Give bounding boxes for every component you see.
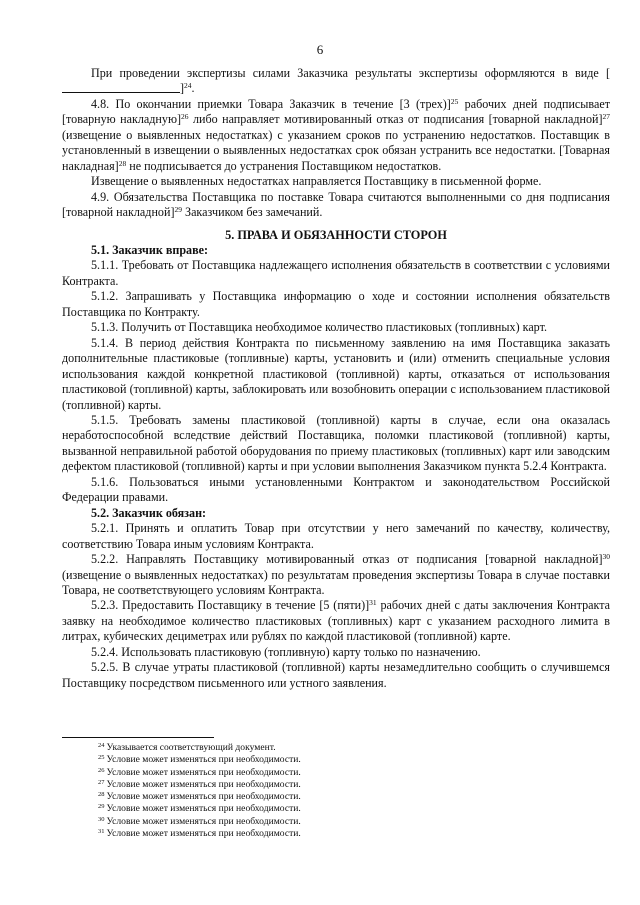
footnote-number: 24 bbox=[98, 742, 105, 749]
paragraph-4-8 bbox=[62, 97, 610, 174]
footnote bbox=[98, 754, 498, 766]
footnote-text: Указывается соответствующий документ. bbox=[106, 742, 276, 753]
paragraph-text: не подписывается до устранения Поставщиком недостатков. bbox=[126, 158, 442, 173]
paragraph-5-2-3 bbox=[62, 598, 610, 644]
paragraph-5-1-5: 5.1.5. Требовать замены пластиковой (топливной) карты в случае, если она оказалась неработоспособной вследствие действий Поставщика, поломки пластиковой (топливной) карты, вызванной неправильной работой оборудования по приему пластиковых (топливных) карт или заводским дефектом пластиковой (топливной) карты и при условии выполнения Заказчиком пункта 5.2.4 Контракта. bbox=[62, 412, 610, 474]
paragraph-text: рабочих дней с даты заключения Контракта заявку на необходимое количество пластиковых (топливных) карт с указанием расходного лимита в литрах, кубических дециметрах или рублях по каждой пластиковой (топливной) карте. bbox=[62, 598, 610, 644]
footnote-number: 26 bbox=[98, 766, 105, 774]
paragraph-5-1-3: 5.1.3. Получить от Поставщика необходимое количество пластиковых (топливных) карт. bbox=[91, 320, 547, 335]
page-number: 6 bbox=[316, 42, 324, 57]
bracket-close: ] bbox=[180, 81, 185, 96]
footnote-ref: 30 bbox=[602, 552, 610, 562]
footnote-number: 29 bbox=[98, 803, 105, 811]
document-body bbox=[62, 66, 610, 691]
paragraph-text: 4.9. Обязательства Поставщика по поставке Товара считаются выполненными со дня подписания [товарной накладной] bbox=[62, 189, 610, 220]
paragraph-text: При проведении экспертизы силами Заказчика результаты экспертизы оформляются в виде bbox=[91, 66, 599, 80]
paragraph-5-2-4: 5.2.4. Использовать пластиковую (топливную) карту только по назначению. bbox=[91, 644, 481, 659]
footnote-text: Условие может изменяться при необходимости. bbox=[106, 828, 301, 840]
paragraph-text: 4.8. По окончании приемки Товара Заказчик в течение [3 (трех)] bbox=[91, 96, 451, 111]
paragraph-5-1-4: 5.1.4. В период действия Контракта по письменному заявлению на имя Поставщика заказать дополнительные пластиковые (топливные) карты, установить и (или) отменить специальные условия использования каждой конкретной пластиковой (топливной) карты, отказаться от использования пластиковой (топливной) карты, заблокировать или возобновить операции с использованием пластиковой (топливной) карты. bbox=[62, 335, 610, 412]
footnote bbox=[98, 767, 498, 779]
paragraph-5-1-2: 5.1.2. Запрашивать у Поставщика информацию о ходе и состоянии исполнения обязательств Поставщика по Контракту. bbox=[62, 289, 610, 319]
footnote-ref: 25 bbox=[450, 96, 459, 106]
section-5-heading: 5. ПРАВА И ОБЯЗАННОСТИ СТОРОН bbox=[225, 227, 447, 242]
footnote-text: Условие может изменяться при необходимости. bbox=[106, 791, 301, 803]
paragraph-5-2-2 bbox=[62, 552, 610, 598]
footnote-text: Условие может изменяться при необходимости. bbox=[106, 803, 301, 815]
footnote bbox=[98, 803, 498, 815]
footnote-ref: 31 bbox=[369, 598, 377, 608]
footnote-divider bbox=[62, 737, 214, 738]
paragraph-text: 5.2.2. Направлять Поставщику мотивированный отказ от подписания [товарной накладной] bbox=[91, 552, 603, 567]
footnote-ref: 27 bbox=[602, 112, 610, 122]
footnote-ref: 26 bbox=[181, 112, 189, 122]
paragraph-5-2-5: 5.2.5. В случае утраты пластиковой (топливной) карты незамедлительно сообщить о случившемся Поставщику посредством письменного или устного заявления. bbox=[62, 660, 610, 690]
paragraph-text: Заказчиком без замечаний. bbox=[181, 205, 323, 220]
paragraph-text: 5.2.3. Предоставить Поставщику в течение [5 (пяти)] bbox=[91, 598, 370, 613]
footnote-ref: 28 bbox=[118, 158, 127, 168]
footnote-ref: 29 bbox=[174, 205, 182, 215]
footnote bbox=[98, 816, 498, 828]
footnote-number: 28 bbox=[98, 791, 105, 799]
paragraph-4-9 bbox=[62, 190, 610, 221]
footnote-number: 25 bbox=[98, 754, 105, 762]
paragraph-text: либо направляет мотивированный отказ от подписания [товарной накладной] bbox=[188, 112, 603, 127]
paragraph-5-1-6: 5.1.6. Пользоваться иными установленными Контрактом и законодательством Российской Федерации правами. bbox=[62, 474, 610, 505]
paragraph-5-1-1: 5.1.1. Требовать от Поставщика надлежащего исполнения обязательств в соответствии с условиями Контракта. bbox=[62, 258, 610, 288]
paragraph-text: рабочих дней подписывает [товарную накладную] bbox=[62, 96, 610, 127]
footnote-text: Условие может изменяться при необходимости. bbox=[106, 778, 301, 790]
footnote-text: Условие может изменяться при необходимости. bbox=[106, 766, 301, 778]
footnote-number: 31 bbox=[98, 828, 105, 836]
footnote-number: 27 bbox=[98, 778, 105, 786]
bracket-open: [ bbox=[605, 66, 610, 80]
paragraph-expertise-result bbox=[62, 66, 610, 97]
paragraph-text: . bbox=[191, 81, 195, 96]
footnote bbox=[98, 791, 498, 803]
footnote-text: Условие может изменяться при необходимости. bbox=[106, 815, 301, 827]
footnote-text: Условие может изменяться при необходимости. bbox=[106, 754, 301, 766]
paragraph-5-2-1: 5.2.1. Принять и оплатить Товар при отсутствии у него замечаний по качеству, количеству, соответствию Товара иным условиям Контракта. bbox=[62, 521, 610, 551]
subsection-5-1-heading: 5.1. Заказчик вправе: bbox=[91, 242, 209, 257]
footnote-number: 30 bbox=[98, 815, 105, 823]
footnote-ref: 24 bbox=[184, 81, 192, 91]
footnote bbox=[98, 828, 498, 840]
paragraph-text: (извещение о выявленных недостатках) с указанием сроков по устранению недостатков. Поставщик в установленный в извещении о выявленных недостатках срок обязан устранить все недостатки. [Товарная накладная] bbox=[62, 127, 610, 173]
blank-line bbox=[62, 81, 180, 93]
paragraph-text: (извещение о выявленных недостатках) по результатам проведения экспертизы Товара в случае поставки Товара, не соответствующего условиям Контракта. bbox=[62, 567, 610, 597]
subsection-5-2-heading: 5.2. Заказчик обязан: bbox=[91, 505, 207, 520]
footnote bbox=[98, 779, 498, 791]
footnotes-block bbox=[98, 742, 498, 840]
paragraph-notice: Извещение о выявленных недостатках направляется Поставщику в письменной форме. bbox=[91, 174, 542, 189]
footnote bbox=[98, 742, 498, 754]
